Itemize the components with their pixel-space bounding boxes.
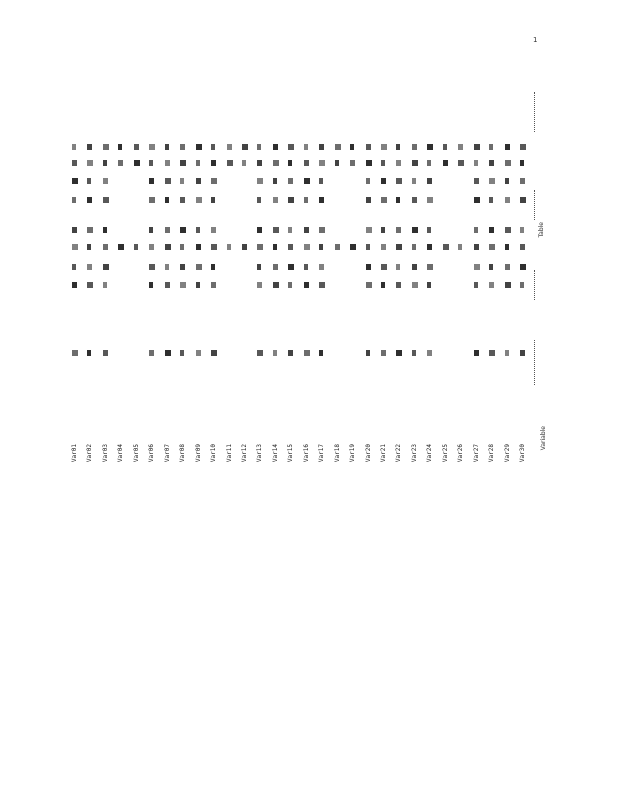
table-cell — [489, 282, 494, 288]
rotated-header-label: Variable — [540, 426, 547, 451]
table-cell — [458, 160, 464, 166]
table-cell — [489, 144, 493, 150]
table-cell — [288, 350, 293, 356]
table-cell — [165, 178, 171, 184]
table-cell — [87, 197, 92, 203]
column-header: Var06 — [148, 444, 156, 463]
table-cell — [304, 264, 308, 270]
table-cell — [396, 160, 401, 166]
table-cell — [257, 282, 262, 288]
table-cell — [257, 244, 263, 250]
table-cell — [72, 178, 78, 184]
table-cell — [520, 350, 525, 356]
table-cell — [319, 350, 323, 356]
table-cell — [257, 264, 261, 270]
table-cell — [520, 227, 524, 233]
table-cell — [103, 197, 109, 203]
table-cell — [427, 144, 433, 150]
table-cell — [165, 197, 169, 203]
table-cell — [72, 282, 77, 288]
table-cell — [505, 160, 511, 166]
column-header: Var24 — [426, 444, 434, 463]
table-cell — [288, 282, 292, 288]
table-cell — [427, 197, 433, 203]
table-cell — [458, 244, 462, 250]
table-cell — [87, 350, 91, 356]
column-header: Var08 — [179, 444, 187, 463]
column-header: Var18 — [333, 444, 341, 463]
table-cell — [350, 160, 355, 166]
table-cell — [103, 144, 109, 150]
table-cell — [304, 160, 309, 166]
table-cell — [227, 160, 233, 166]
table-cell — [366, 282, 372, 288]
table-cell — [103, 264, 109, 270]
table-cell — [412, 197, 417, 203]
table-cell — [165, 350, 171, 356]
column-header: Var17 — [318, 444, 326, 463]
table-cell — [505, 264, 510, 270]
table-cell — [505, 350, 509, 356]
table-cell — [72, 350, 78, 356]
table-cell — [180, 244, 184, 250]
table-cell — [149, 144, 155, 150]
column-header: Var26 — [457, 444, 465, 463]
table-cell — [412, 244, 416, 250]
table-cell — [366, 144, 371, 150]
table-cell — [520, 178, 525, 184]
table-cell — [381, 264, 387, 270]
table-cell — [211, 264, 215, 270]
table-cell — [412, 178, 416, 184]
table-cell — [427, 160, 431, 166]
table-cell — [103, 350, 108, 356]
column-header: Var15 — [287, 444, 295, 463]
table-cell — [505, 178, 509, 184]
table-cell — [288, 160, 292, 166]
column-header: Var09 — [194, 444, 202, 463]
table-cell — [227, 244, 231, 250]
table-cell — [381, 197, 387, 203]
table-cell — [489, 350, 495, 356]
table-cell — [288, 144, 294, 150]
table-cell — [273, 244, 277, 250]
table-cell — [134, 144, 139, 150]
table-cell — [211, 197, 215, 203]
table-cell — [118, 144, 122, 150]
table-cell — [366, 350, 370, 356]
table-cell — [165, 282, 170, 288]
table-cell — [427, 282, 431, 288]
table-cell — [211, 282, 216, 288]
table-cell — [520, 264, 526, 270]
table-cell — [350, 144, 354, 150]
table-cell — [87, 244, 91, 250]
table-cell — [180, 197, 185, 203]
table-cell — [427, 264, 433, 270]
table-cell — [489, 160, 494, 166]
column-header: Var14 — [271, 444, 279, 463]
table-cell — [319, 282, 325, 288]
table-cell — [72, 197, 76, 203]
table-cell — [474, 160, 478, 166]
table-cell — [273, 227, 279, 233]
table-cell — [273, 160, 279, 166]
table-cell — [72, 264, 76, 270]
table-cell — [257, 350, 263, 356]
table-cell — [288, 227, 292, 233]
table-cell — [381, 227, 385, 233]
table-cell — [520, 282, 524, 288]
table-cell — [304, 350, 310, 356]
table-cell — [180, 160, 186, 166]
column-header: Var19 — [349, 444, 357, 463]
table-cell — [87, 178, 91, 184]
table-cell — [474, 282, 478, 288]
table-cell — [273, 282, 279, 288]
table-cell — [319, 144, 324, 150]
table-cell — [335, 244, 340, 250]
table-cell — [396, 282, 401, 288]
table-cell — [396, 350, 402, 356]
table-cell — [149, 178, 154, 184]
table-cell — [103, 227, 107, 233]
table-cell — [366, 244, 370, 250]
table-cell — [443, 144, 447, 150]
table-cell — [149, 282, 153, 288]
table-cell — [396, 227, 401, 233]
table-cell — [257, 227, 262, 233]
table-cell — [505, 282, 511, 288]
table-cell — [273, 350, 277, 356]
table-cell — [134, 160, 140, 166]
table-cell — [196, 144, 202, 150]
table-cell — [273, 197, 278, 203]
table-cell — [319, 178, 323, 184]
table-cell — [257, 160, 262, 166]
table-cell — [288, 197, 294, 203]
table-cell — [427, 178, 432, 184]
table-cell — [103, 244, 108, 250]
table-cell — [489, 264, 493, 270]
table-cell — [412, 227, 418, 233]
column-header: Var28 — [488, 444, 496, 463]
table-cell — [443, 160, 448, 166]
table-cell — [165, 144, 169, 150]
table-cell — [103, 178, 108, 184]
table-cell — [396, 264, 400, 270]
table-cell — [489, 244, 495, 250]
table-cell — [489, 227, 494, 233]
table-cell — [520, 144, 526, 150]
table-cell — [242, 244, 247, 250]
table-cell — [288, 178, 293, 184]
table-cell — [319, 244, 323, 250]
table-cell — [273, 264, 278, 270]
table-cell — [227, 144, 232, 150]
table-cell — [474, 244, 479, 250]
table-cell — [165, 227, 170, 233]
column-header: Var21 — [380, 444, 387, 463]
column-header: Var11 — [225, 444, 233, 463]
table-cell — [366, 264, 371, 270]
column-header: Var13 — [256, 444, 264, 463]
table-cell — [242, 144, 248, 150]
table-cell — [335, 144, 341, 150]
table-cell — [149, 350, 154, 356]
table-cell — [257, 178, 263, 184]
table-cell — [319, 264, 324, 270]
table-cell — [505, 197, 510, 203]
table-cell — [149, 227, 153, 233]
table-cell — [196, 227, 200, 233]
table-cell — [288, 244, 293, 250]
table-cell — [273, 144, 278, 150]
table-cell — [396, 197, 400, 203]
table-cell — [196, 160, 200, 166]
table-cell — [335, 160, 339, 166]
table-cell — [304, 197, 308, 203]
column-header: Var10 — [210, 444, 218, 463]
column-header: Var03 — [101, 444, 109, 463]
column-header: Var22 — [395, 444, 403, 463]
table-cell — [149, 244, 154, 250]
table-cell — [87, 144, 92, 150]
column-header: Var02 — [86, 444, 94, 463]
table-cell — [304, 227, 309, 233]
table-cell — [180, 350, 184, 356]
table-cell — [319, 160, 325, 166]
table-cell — [257, 144, 261, 150]
table-cell — [474, 350, 479, 356]
table-cell — [489, 197, 493, 203]
table-cell — [211, 350, 217, 356]
table-cell — [427, 244, 432, 250]
table-cell — [474, 264, 480, 270]
table-cell — [319, 197, 324, 203]
table-cell — [366, 160, 372, 166]
table-cell — [196, 350, 201, 356]
table-cell — [288, 264, 294, 270]
table-cell — [520, 244, 525, 250]
table-cell — [180, 282, 186, 288]
column-header: Var01 — [71, 444, 78, 463]
table-cell — [505, 144, 510, 150]
table-cell — [211, 160, 216, 166]
table-cell — [211, 178, 217, 184]
table-cell — [396, 244, 402, 250]
rotated-caption: Table — [538, 222, 545, 238]
table-cell — [149, 197, 155, 203]
table-cell — [319, 227, 325, 233]
table-cell — [304, 282, 309, 288]
table-cell — [180, 178, 184, 184]
table-cell — [458, 144, 463, 150]
table-cell — [350, 244, 356, 250]
table-cell — [103, 160, 107, 166]
table-cell — [366, 197, 371, 203]
table-cell — [520, 197, 526, 203]
table-cell — [180, 264, 185, 270]
table-cell — [412, 144, 417, 150]
page-number: 1 — [533, 36, 538, 44]
table-cell — [149, 160, 153, 166]
column-header: Var20 — [364, 444, 372, 463]
table-cell — [366, 227, 372, 233]
table-cell — [474, 144, 480, 150]
table-cell — [396, 178, 402, 184]
table-cell — [196, 197, 202, 203]
table-cell — [180, 227, 186, 233]
table-cell — [242, 160, 246, 166]
table-cell — [165, 264, 169, 270]
table-cell — [505, 227, 511, 233]
table-cell — [304, 178, 310, 184]
column-header: Var16 — [302, 444, 310, 463]
table-cell — [381, 144, 387, 150]
table-cell — [366, 178, 370, 184]
table-cell — [87, 264, 92, 270]
table-cell — [257, 197, 261, 203]
table-cell — [165, 244, 171, 250]
table-cell — [211, 144, 215, 150]
table-cell — [443, 244, 449, 250]
table-cell — [474, 178, 479, 184]
table-cell — [427, 227, 431, 233]
table-cell — [412, 264, 417, 270]
column-header: Var25 — [441, 444, 449, 463]
column-header: Var29 — [503, 444, 511, 463]
table-cell — [103, 282, 107, 288]
table-cell — [196, 264, 202, 270]
table-cell — [165, 160, 170, 166]
column-header: Var30 — [519, 444, 527, 463]
column-header: Var05 — [132, 444, 140, 463]
table-cell — [474, 227, 478, 233]
table-cell — [87, 282, 93, 288]
table-cell — [304, 144, 308, 150]
table-cell — [118, 160, 123, 166]
table-cell — [149, 264, 155, 270]
table-cell — [412, 282, 418, 288]
table-cell — [381, 244, 386, 250]
table-cell — [196, 178, 201, 184]
column-header: Var07 — [163, 444, 171, 463]
table-cell — [381, 350, 386, 356]
column-header: Var04 — [117, 444, 125, 463]
table-cell — [427, 350, 432, 356]
table-cell — [381, 178, 386, 184]
table-cell — [72, 160, 77, 166]
table-cell — [474, 197, 480, 203]
table-cell — [87, 160, 93, 166]
table-cell — [412, 160, 418, 166]
table-cell — [211, 244, 217, 250]
table-cell — [196, 282, 200, 288]
table-cell — [520, 160, 524, 166]
table-cell — [134, 244, 138, 250]
table-cell — [412, 350, 416, 356]
table-cell — [72, 144, 76, 150]
column-header: Var23 — [410, 444, 418, 463]
table-cell — [489, 178, 495, 184]
column-header: Var27 — [472, 444, 480, 463]
table-cell — [72, 244, 78, 250]
table-cell — [505, 244, 509, 250]
table-cell — [211, 227, 216, 233]
table-cell — [87, 227, 93, 233]
table-cell — [396, 144, 400, 150]
table-cell — [196, 244, 201, 250]
table-cell — [180, 144, 185, 150]
column-header: Var12 — [240, 444, 248, 463]
table-cell — [72, 227, 77, 233]
table-cell — [118, 244, 124, 250]
table-cell — [304, 244, 310, 250]
table-cell — [381, 282, 385, 288]
table-cell — [381, 160, 385, 166]
table-cell — [273, 178, 277, 184]
